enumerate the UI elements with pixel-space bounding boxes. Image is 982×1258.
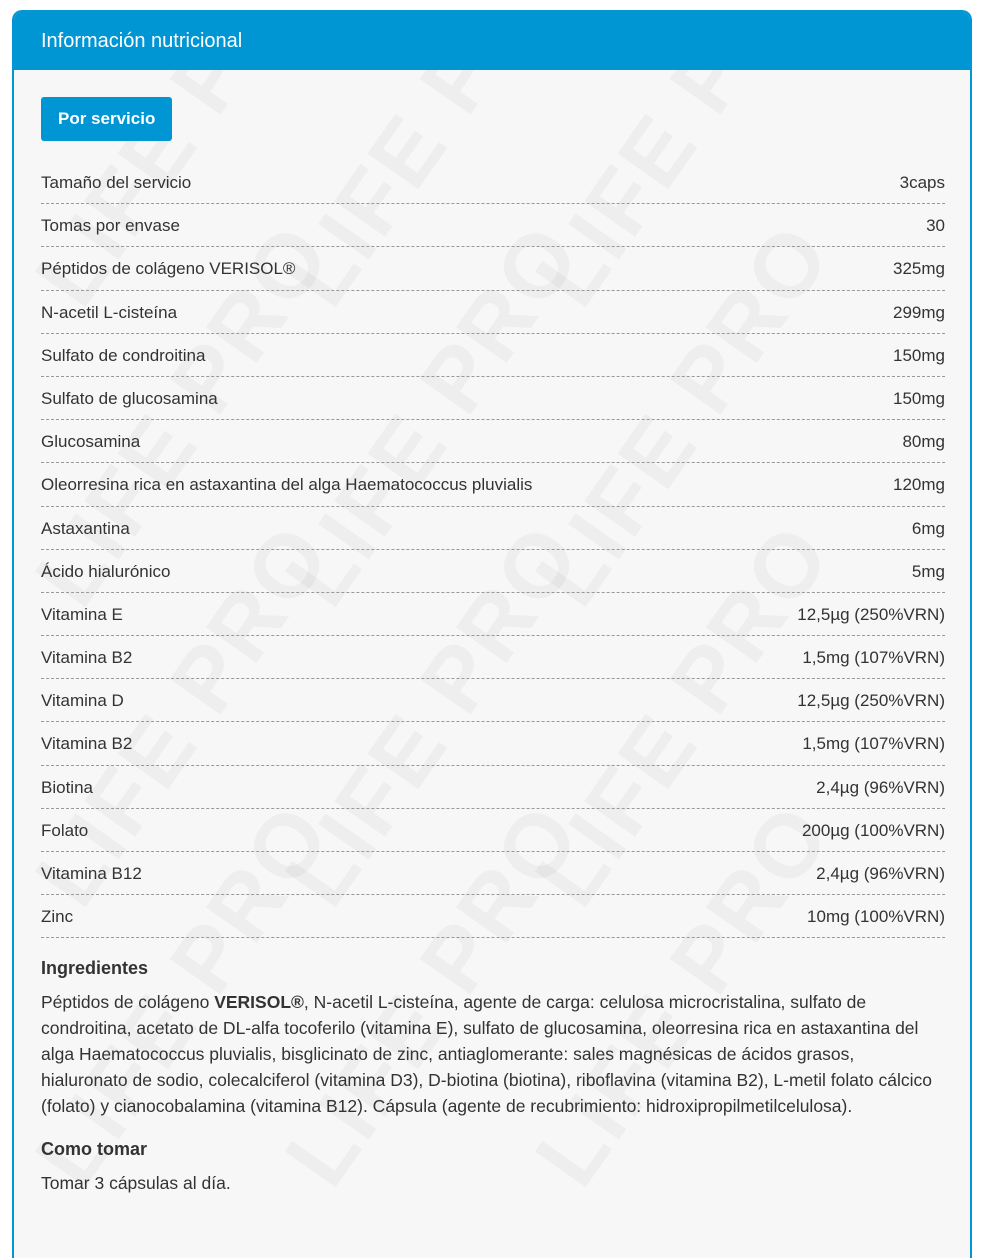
table-row — [41, 377, 945, 420]
nutrition-panel — [12, 10, 972, 1258]
row-label: Vitamina B12 — [41, 864, 142, 883]
row-label: Astaxantina — [41, 518, 130, 538]
row-label: Péptidos de colágeno VERISOL® — [41, 259, 296, 279]
row-value: 150mg — [893, 388, 945, 408]
row-value: 10mg (100%VRN) — [807, 907, 945, 927]
ingredients-heading: Ingredientes — [41, 958, 149, 979]
table-row — [41, 334, 945, 377]
table-row — [41, 161, 945, 204]
row-value: 1,5mg (107%VRN) — [802, 734, 945, 754]
table-row — [41, 766, 945, 809]
row-label: Vitamina B2 — [41, 734, 133, 754]
table-row — [41, 204, 945, 247]
row-value: 2,4µg (96%VRN) — [816, 777, 945, 797]
tab-por-servicio[interactable]: Por servicio — [41, 97, 172, 141]
table-row — [41, 593, 945, 636]
table-row — [41, 550, 945, 593]
row-value: 150mg — [893, 345, 945, 365]
table-row — [41, 463, 945, 506]
table-row — [41, 420, 945, 463]
row-label: Glucosamina — [41, 432, 141, 452]
row-label: Biotina — [41, 777, 93, 797]
table-row — [41, 247, 945, 290]
ingredients-text — [41, 989, 945, 1119]
row-value: 120mg — [893, 475, 945, 495]
row-value: 6mg — [911, 518, 945, 538]
how-to-heading: Como tomar — [41, 1139, 148, 1160]
row-label: Tamaño del servicio — [41, 173, 192, 192]
row-value: 12,5µg (250%VRN) — [797, 604, 945, 624]
panel-header: Información nutricional — [14, 12, 970, 70]
row-value: 200µg (100%VRN) — [801, 820, 945, 840]
row-value: 12,5µg (250%VRN) — [797, 691, 945, 711]
table-row — [41, 809, 945, 852]
row-value: 5mg — [911, 561, 945, 581]
table-row — [41, 291, 945, 334]
row-value: 299mg — [893, 302, 945, 322]
row-label: Tomas por envase — [41, 216, 180, 236]
row-label: Vitamina B2 — [41, 648, 133, 668]
ingredients-bold: VERISOL® — [214, 992, 304, 1013]
row-label: Ácido hialurónico — [41, 561, 171, 581]
ingredients-rest: , N-acetil L-cisteína, agente de carga: celulosa microcristalina, sulfato de condroitina, acetato de DL-alfa tocoferilo (vitamina E), sulfato de glucosamina, oleorresina rica en astaxantina del alga Haematococcus pluvialis, bisglicinato de zinc, antiaglomerante: sales magnésicas de ácidos grasos, hialuronato de sodio, colecalciferol (vitamina D3), D-biotina (biotina), riboflavina (vitamina B2), L-metil folato cálcico (folato) y cianocobalamina (vitamina B12). Cápsula (agente de recubrimiento: hidroxipropilmetilcelulosa). — [41, 992, 932, 1117]
row-value: 30 — [926, 216, 945, 236]
row-value: 2,4µg (96%VRN) — [816, 864, 945, 883]
table-row — [41, 636, 945, 679]
row-label: Zinc — [41, 907, 74, 927]
row-value: 1,5mg (107%VRN) — [802, 648, 945, 668]
row-label: Vitamina D — [41, 691, 124, 711]
row-label: Folato — [41, 820, 89, 840]
row-label: N-acetil L-cisteína — [41, 302, 178, 322]
table-row — [41, 895, 945, 938]
how-to-text: Tomar 3 cápsulas al día. — [41, 1173, 231, 1194]
row-value: 325mg — [893, 259, 945, 279]
nutrition-table — [41, 161, 945, 938]
row-value: 80mg — [902, 432, 945, 452]
row-label: Oleorresina rica en astaxantina del alga Haematococcus pluvialis — [41, 475, 533, 495]
row-label: Vitamina E — [41, 604, 123, 624]
table-row — [41, 852, 945, 895]
table-row — [41, 679, 945, 722]
row-label: Sulfato de glucosamina — [41, 388, 218, 408]
ingredients-prefix: Péptidos de colágeno — [41, 992, 215, 1013]
row-value: 3caps — [899, 173, 945, 192]
table-row — [41, 507, 945, 550]
row-label: Sulfato de condroitina — [41, 345, 206, 365]
table-row — [41, 722, 945, 765]
